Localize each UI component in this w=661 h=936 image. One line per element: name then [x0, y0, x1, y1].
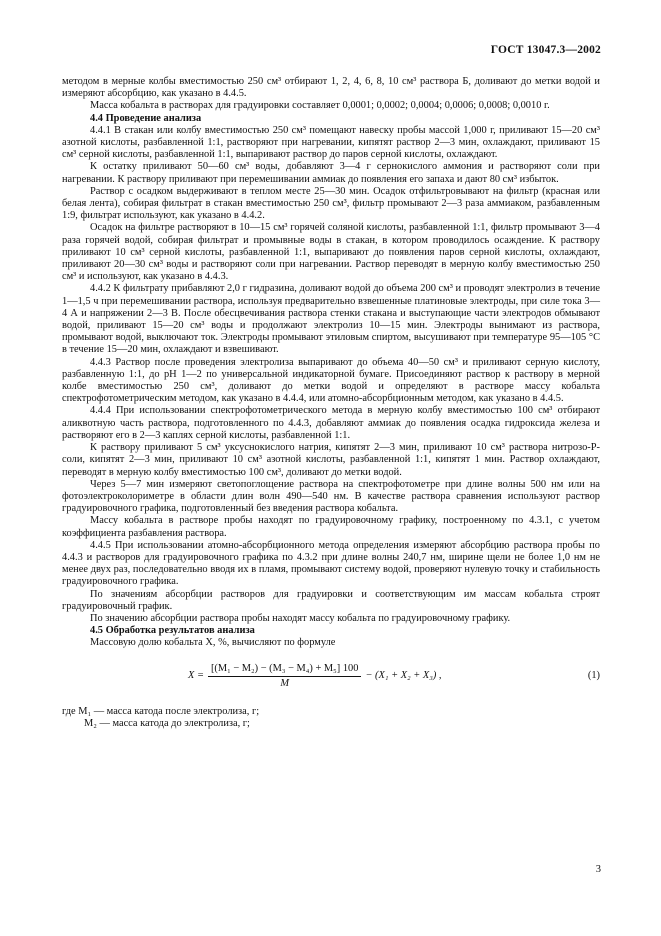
document-body	[62, 76, 600, 730]
formula-1	[62, 660, 600, 694]
paragraph: Масса кобальта в растворах для градуировки составляет 0,0001; 0,0002; 0,0004; 0,0006; 0,0008; 0,0010 г.	[90, 100, 550, 112]
formula-denominator: M	[280, 678, 290, 690]
paragraph: 4.4.5 При использовании атомно-абсорбционного метода определения измеряют абсорбцию раствора пробы по 4.4.3 и растворов для градуировочного графика по 4.3.2 при длине волны 240,7 нм, ширине щели не более 1,0 нм не менее двух раз, последовательно вводя их в пламя, промывают систему водой, проверяют нулевую точку и стабильность градуировочного графика.	[62, 539, 600, 588]
formula-legend-item: где M₁ — масса катода после электролиза, г;	[62, 705, 260, 717]
paragraph: Раствор с осадком выдерживают в теплом месте 25—30 мин. Осадок отфильтровывают на фильтр (красная или белая лента), собирая фильтрат в стакан вместимостью 250 см³, фильтр промывают 2—3 раза аммиаком, разбавленным 1:9, фильтрат используют, как указано в 4.4.2.	[62, 185, 600, 222]
formula-number: (1)	[587, 670, 600, 682]
section-heading: 4.5 Обработка результатов анализа	[90, 625, 255, 637]
formula-legend-item: M₂ — масса катода до электролиза, г;	[84, 717, 250, 729]
paragraph: К раствору приливают 5 см³ уксуснокислого натрия, кипятят 2—3 мин, приливают 10 см³ раствора нитрозо-Р-соли, кипятят 2—3 мин, приливают 10 см³ азотной кислоты, разбавленной 1:1, кипятят 1 мин. Раствор охлаждают, переводят в мерную колбу вместимостью 100 см³, доливают до метки водой.	[62, 442, 600, 478]
paragraph: 4.4.1 В стакан или колбу вместимостью 250 см³ помещают навеску пробы массой 1,000 г, приливают 15—20 см³ азотной кислоты, разбавленной 1:1, растворяют при нагревании, кипятят раствор 2—3 мин, охлаждают, приливают 15 см³ серной кислоты, разбавленной 1:1, выпаривают раствор до паров серной кислоты, охлаждают.	[62, 124, 600, 161]
standard-code: ГОСТ 13047.3—2002	[490, 44, 601, 56]
paragraph: Массовую долю кобальта X, %, вычисляют по формуле	[90, 637, 336, 649]
formula-fraction	[208, 663, 361, 690]
paragraph: К остатку приливают 50—60 см³ воды, добавляют 3—4 г сернокислого аммония и растворяют соли при нагревании. К раствору приливают при перемешивании аммиак до появления его запаха и дают 80 см³ избыток.	[62, 161, 600, 185]
formula-numerator: [(M₁ − M₂) − (M₃ − M₄) + M₅] 100	[208, 663, 361, 677]
formula-expression	[188, 663, 441, 690]
paragraph: 4.4.2 К фильтрату прибавляют 2,0 г гидразина, доливают водой до объема 200 см³ и проводят электролиз в течение 1—1,5 ч при перемешивании раствора, используя предварительно взвешенные платиновые электроды, при силе тока 3—4 А и напряжении 2—3 В. После обесцвечивания раствора стенки стакана и выступающие части электродов обмывают водой, приливают 15—20 см³ воды и продолжают электролиз 10—15 мин. Электроды вынимают из раствора, промывают водой, выключают ток. Электроды промывают этиловым спиртом, высушивают при температуре 95—105 °С в течение 15—20 мин, охлаждают и взвешивают.	[62, 283, 600, 356]
paragraph: Осадок на фильтре растворяют в 10—15 см³ горячей соляной кислоты, разбавленной 1:1, фильтр промывают 3—4 раза горячей водой, собирая фильтрат и промывные воды в стакан, в котором проводилось осаждение. К раствору приливают 10 см³ серной кислоты, разбавленной 1:1, выпаривают до появления паров серной кислоты, охлаждают, приливают 20—30 см³ воды и растворяют соли при нагревании. Раствор переводят в мерную колбу вместимостью 250 см³ и используют, как указано в 4.4.3.	[62, 222, 600, 283]
paragraph: методом в мерные колбы вместимостью 250 см³ отбирают 1, 2, 4, 6, 8, 10 см³ раствора Б, доливают до метки водой и измеряют абсорбцию, как указано в 4.4.5.	[62, 76, 600, 100]
paragraph: По значению абсорбции раствора пробы находят массу кобальта по градуировочному графику.	[90, 612, 511, 624]
page-number: 3	[595, 864, 601, 875]
formula-tail: − (X₁ + X₂ + X₃) ,	[365, 670, 442, 682]
paragraph: По значениям абсорбции растворов для градуировки и соответствующим им массам кобальта строят градуировочный график.	[62, 588, 600, 612]
paragraph: 4.4.3 Раствор после проведения электролиза выпаривают до объема 40—50 см³ и приливают серную кислоту, разбавленную 1:1, до pH 1—2 по универсальной индикаторной бумаге. Присоединяют раствор к раствору в мерной колбе вместимостью 250 см³, доливают до метки водой и определяют в растворе массу кобальта спектрофотометрическим методом, как указано в 4.4.4, или атомно-абсорбционным методом, как указано в 4.4.5.	[62, 356, 600, 405]
paragraph: Массу кобальта в растворе пробы находят по градуировочному графику, построенному по 4.3.1, с учетом коэффициента разбавления раствора.	[62, 515, 600, 539]
section-heading: 4.4 Проведение анализа	[90, 112, 202, 124]
paragraph: 4.4.4 При использовании спектрофотометрического метода в мерную колбу вместимостью 100 см³ отбирают аликвотную часть раствора, подготовленного по 4.4.3, добавляют аммиак до появления осадка гидроксида железа и растворяют его в 2—3 каплях серной кислоты, разбавленной 1:1.	[62, 405, 600, 441]
paragraph: Через 5—7 мин измеряют светопоглощение раствора на спектрофотометре при длине волны 500 нм или на фотоэлектроколориметре в области длин волн 490—540 нм. В качестве раствора сравнения используют раствор градуировочного графика, подготовленный без введения раствора кобальта.	[62, 478, 600, 515]
formula-lhs: X =	[188, 670, 204, 682]
